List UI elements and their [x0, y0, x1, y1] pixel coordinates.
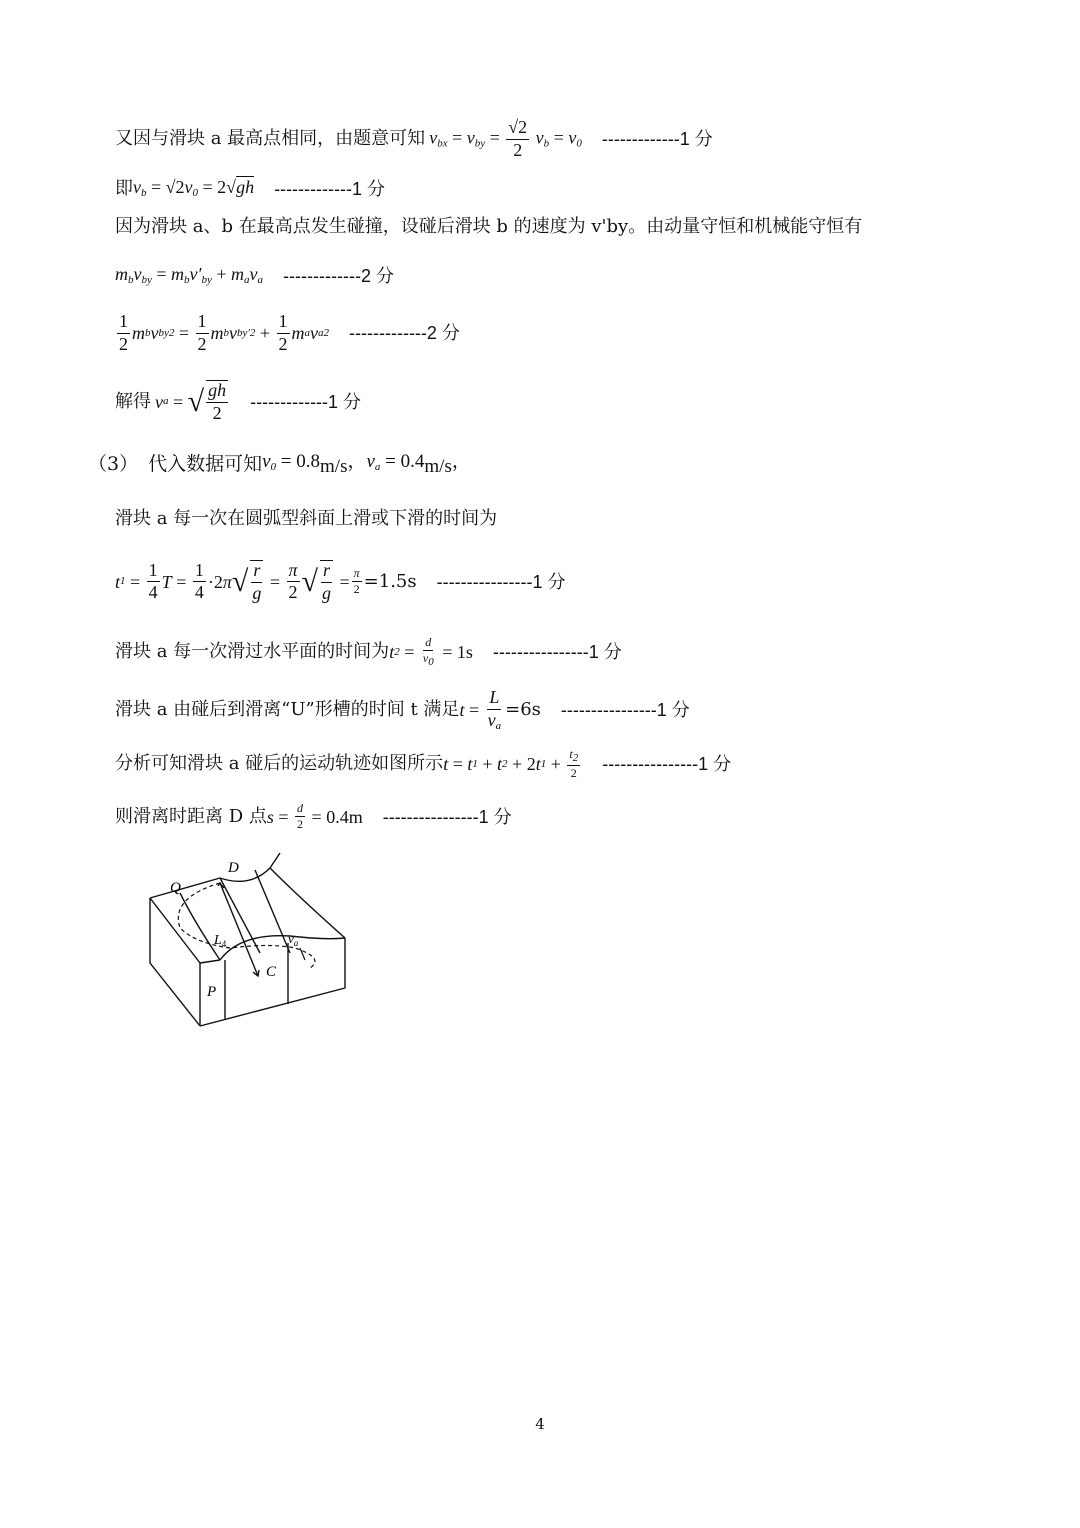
t1-result: =1.5s — [363, 570, 417, 592]
line-1-text: 又因与滑块 a 最高点相同，由题意可知 — [115, 128, 426, 150]
formula-t1: t 1 = $\frac{1}{4}$ T = $\frac{1}{4}$ ·2 π √ $\frac{r}{g}$ = $\frac{\pi}{2}$ √ $\frac{r}{g}$ = $\frac{\pi}{2}$ — [115, 559, 360, 603]
label-P: P — [207, 984, 217, 1000]
line-13 — [115, 802, 512, 831]
formula-energy: $\frac{1}{2}$ m b v by 2 = $\frac{1}{2}$ m b v by ′2 + $\frac{1}{2}$ m a v a 2 — [119, 311, 329, 354]
line-7 — [88, 452, 471, 476]
label-va: $v_a$ — [288, 931, 299, 948]
line-6 — [115, 380, 361, 424]
line-8-text: 滑块 a 每一次在圆弧型斜面上滑或下滑的时间为 — [115, 508, 498, 529]
u-groove-figure — [140, 848, 360, 1033]
label-L: $L_4$ — [214, 933, 227, 949]
score-10: ----------------1 分 — [492, 642, 622, 663]
line-3 — [115, 218, 862, 236]
label-Q: Q — [170, 880, 181, 896]
score-13: ----------------1 分 — [382, 806, 512, 827]
line-6-text: 解得 — [115, 390, 151, 412]
line-5 — [115, 312, 460, 355]
formula-s: s = $\frac{d}{2}$ = 0.4m — [266, 801, 363, 832]
score-9: ----------------1 分 — [436, 571, 566, 592]
score-4: -------------2 分 — [283, 265, 394, 286]
line-12-text: 分析可知滑块 a 碰后的运动轨迹如图所示 — [115, 753, 444, 775]
line-10 — [115, 636, 622, 668]
line-12 — [115, 748, 731, 780]
line-11-text: 滑块 a 由碰后到滑离“U”形槽的时间 t 满足 — [115, 698, 460, 720]
formula-t-sum: t = t 1 + t 2 + 2 t 1 + $\frac{t_2}{2}$ — [443, 747, 579, 781]
line-9 — [115, 560, 566, 604]
line-11 — [115, 688, 690, 732]
formula-t: t = $\frac{L}{v_a}$ — [459, 687, 502, 732]
page-number: 4 — [535, 1415, 545, 1433]
t-result: =6s — [505, 698, 541, 720]
part-3-label: （3） — [88, 452, 139, 475]
label-D: D — [228, 860, 239, 876]
formula-values: $v_0 = 0.8m/s$，$v_a = 0.4m/s$， — [262, 451, 471, 477]
line-2-text: 即 — [115, 177, 133, 199]
formula-vbx: $v_{bx} = v_{by}$ = $\frac{√2}{2}$ $v_b = v_0$ — [429, 117, 582, 160]
formula-momentum: $m_bv_{by} = m_bv'_{by} + m_av_a$ — [115, 264, 264, 286]
line-8 — [115, 510, 497, 528]
score-2: -------------1 分 — [274, 178, 385, 199]
line-3-text: 因为滑块 a、b 在最高点发生碰撞，设碰后滑块 b 的速度为 v'by。由动量守恒和机械能守恒有 — [115, 216, 863, 237]
line-10-text: 滑块 a 每一次滑过水平面的时间为 — [115, 641, 390, 663]
formula-t2: t 2 = $\frac{d}{v_0}$ = 1s — [389, 635, 473, 669]
line-13-text: 则滑离时距离 D 点 — [115, 805, 267, 827]
score-6: -------------1 分 — [250, 391, 362, 412]
line-7-text: 代入数据可知 — [148, 452, 263, 475]
line-1 — [115, 118, 713, 161]
line-4 — [115, 265, 394, 286]
score-12: ----------------1 分 — [602, 754, 732, 775]
score-1: -------------1 分 — [601, 129, 713, 150]
label-C: C — [266, 964, 277, 980]
formula-vb: $v_b = √2v_0 = 2√gh$ — [133, 177, 255, 199]
formula-va: v a = √ $\frac{gh}{2}$ — [155, 380, 227, 423]
line-2 — [115, 178, 385, 199]
score-5: -------------2 分 — [349, 323, 460, 344]
score-11: ----------------1 分 — [560, 699, 690, 720]
